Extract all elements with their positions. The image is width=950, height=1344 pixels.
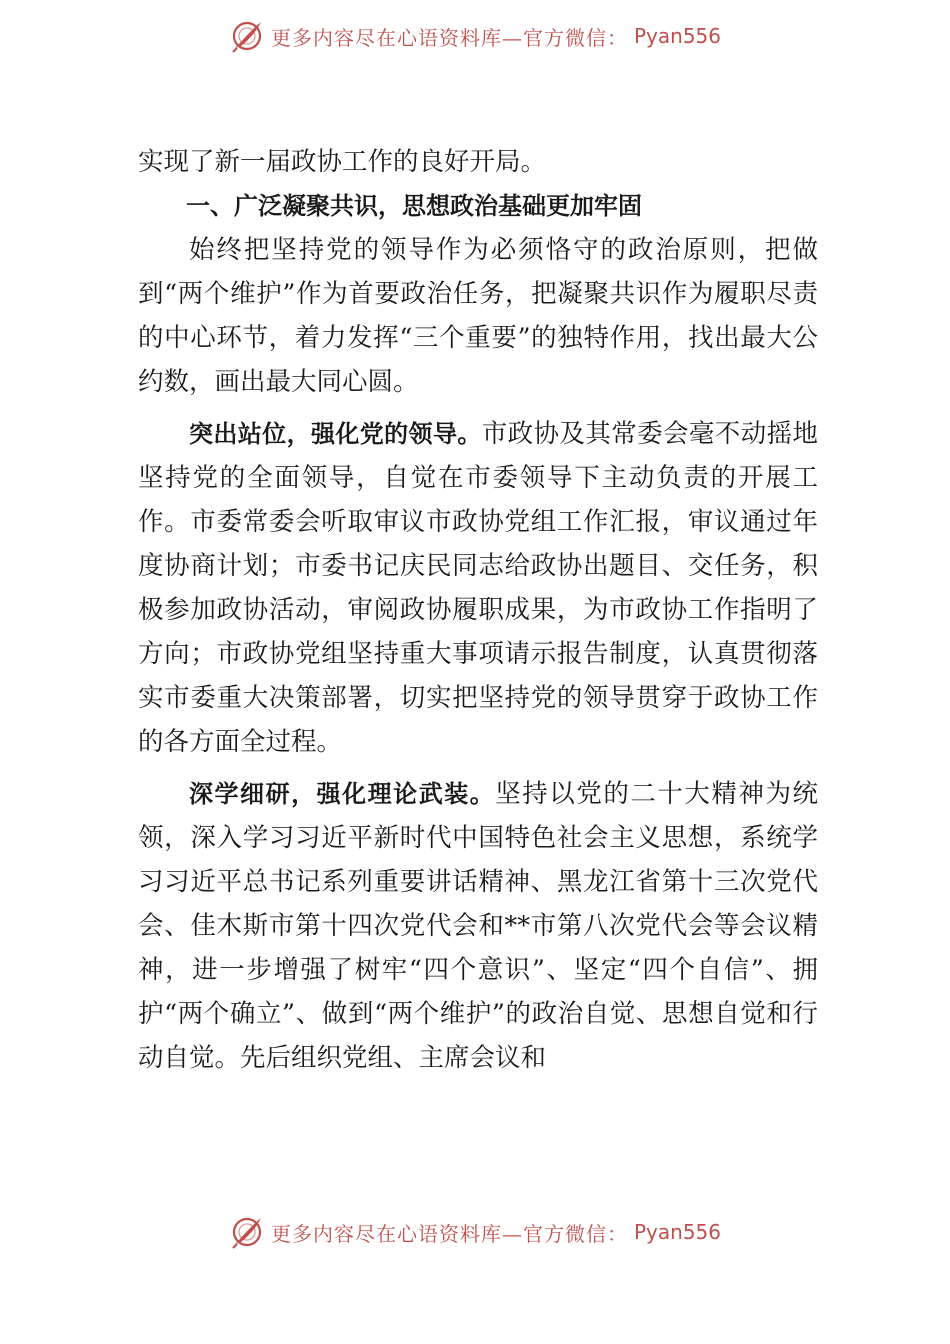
- paragraph-leadership: [138, 412, 818, 764]
- quill-logo-icon: [229, 18, 265, 54]
- banner-text: 更多内容尽在心语资料库—官方微信：: [270, 25, 628, 50]
- banner-wechat-id: Pyan556: [633, 24, 721, 48]
- banner-wechat-id: Pyan556: [633, 1220, 721, 1244]
- paragraph-lead-theory: 深学细研，强化理论武装。: [189, 780, 496, 808]
- paragraph-text-theory: 坚持以党的二十大精神为统领，深入学习习近平新时代中国特色社会主义思想，系统学习习近平总书记系列重要讲话精神、黑龙江省第十三次党代会、佳木斯市第十四次党代会和**市第八次党代会等会议精神，进一步增强了树牢“四个意识”、坚定“四个自信”、拥护“两个确立”、做到“两个维护”的政治自觉、思想自觉和行动自觉。先后组织党组、主席会议和: [138, 779, 818, 1073]
- paragraph-text-leadership: 市政协及其常委会毫不动摇地坚持党的全面领导，自觉在市委领导下主动负责的开展工作。市委常委会听取审议市政协党组工作汇报，审议通过年度协商计划；市委书记庆民同志给政协出题目、交任务，积极参加政协活动，审阅政协履职成果，为市政协工作指明了方向；市政协党组坚持重大事项请示报告制度，认真贯彻落实市委重大决策部署，切实把坚持党的领导贯穿于政协工作的各方面全过程。: [138, 419, 818, 757]
- section-heading: 一、广泛凝聚共识，思想政治基础更加牢固: [186, 192, 642, 220]
- footer-banner: [0, 1212, 950, 1252]
- paragraph-lead-leadership: 突出站位，强化党的领导。: [189, 420, 482, 448]
- paragraph-continuation: 实现了新一届政协工作的良好开局。: [138, 147, 547, 177]
- header-banner: [0, 16, 950, 56]
- document-body: [138, 140, 818, 1080]
- quill-logo-icon: [229, 1214, 265, 1250]
- banner-text: 更多内容尽在心语资料库—官方微信：: [270, 1221, 628, 1246]
- paragraph-theory: [138, 772, 818, 1080]
- paragraph-intro: 始终把坚持党的领导作为必须恪守的政治原则，把做到“两个维护”作为首要政治任务，把凝聚共识作为履职尽责的中心环节，着力发挥“三个重要”的独特作用，找出最大公约数，画出最大同心圆。: [138, 235, 818, 397]
